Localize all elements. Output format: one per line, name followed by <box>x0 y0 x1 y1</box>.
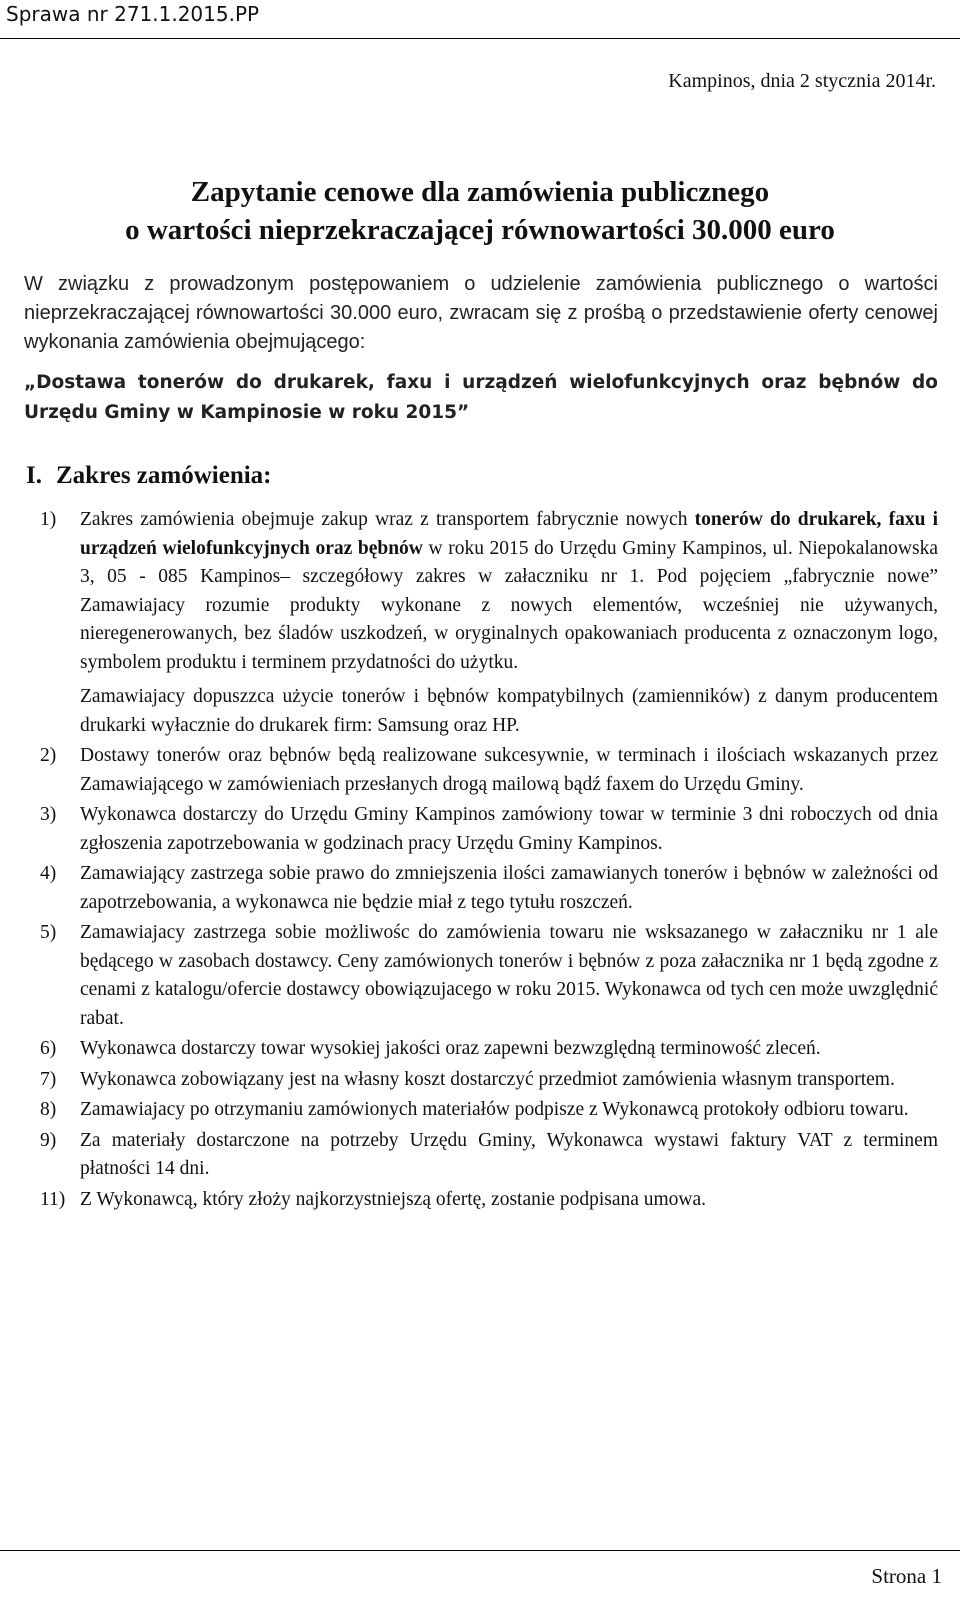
item-extra-paragraph: Zamawiajacy dopuszzca użycie tonerów i bębnów kompatybilnych (zamienników) z danym producentem drukarki wyłacznie do drukarek firm: Samsung oraz HP. <box>80 686 938 736</box>
item-number: 5) <box>40 922 57 943</box>
item-number: 3) <box>40 804 57 825</box>
item-text: Wykonawca dostarczy do Urzędu Gminy Kampinos zamówiony towar w terminie 3 dni roboczych od dnia zgłoszenia zapotrzebowania w godzinach pracy Urzędu Gminy Kampinos. <box>80 804 938 854</box>
list-item <box>40 742 938 799</box>
item-text-bold: tonerów do drukarek, faxu i urządzeń wielofunkcyjnych oraz bębnów <box>80 509 939 559</box>
item-text: Wykonawca zobowiązany jest na własny koszt dostarczyć przedmiot zamówienia własnym transportem. <box>80 1068 895 1090</box>
document-title-line-2: o wartości nieprzekraczającej równowartości 30.000 euro <box>125 214 835 246</box>
section-title: Zakres zamówienia: <box>56 462 272 489</box>
list-item <box>40 860 938 917</box>
footer-rule <box>0 1550 960 1551</box>
item-number: 2) <box>40 745 57 766</box>
list-item <box>40 1127 938 1184</box>
item-text <box>80 506 938 677</box>
document-title-line-1: Zapytanie cenowe dla zamówienia publicznego <box>190 176 770 208</box>
item-text-part: Zakres zamówienia obejmuje zakup wraz z transportem fabrycznie nowych <box>80 509 695 530</box>
item-text: Zamawiający zastrzega sobie prawo do zmniejszenia ilości zamawianych tonerów i bębnów w zależności od zapotrzebowania, a wykonawca nie będzie miał z tego tytułu roszczeń. <box>80 863 938 913</box>
intro-paragraph: W związku z prowadzonym postępowaniem o udzielenie zamówienia publicznego o wartości nieprzekraczającej równowartości 30.000 euro, zwracam się z prośbą o przedstawienie oferty cenowej wykonania zamówienia obejmującego: <box>24 273 938 353</box>
section-number: I. <box>26 462 42 489</box>
list-item <box>40 919 938 1033</box>
item-text: Za materiały dostarczone na potrzeby Urzędu Gminy, Wykonawca wystawi faktury VAT z terminem płatności 14 dni. <box>80 1129 938 1179</box>
list-item <box>40 1035 938 1064</box>
order-subject: „Dostawa tonerów do drukarek, faxu i urządzeń wielofunkcyjnych oraz bębnów do Urzędu Gminy w Kampinosie w roku 2015” <box>24 372 938 423</box>
page-header <box>0 0 960 39</box>
item-number: 8) <box>40 1099 57 1120</box>
page-number: Strona 1 <box>871 1564 942 1588</box>
item-number: 4) <box>40 863 57 884</box>
item-text: Zamawiajacy po otrzymaniu zamówionych materiałów podpisze z Wykonawcą protokoły odbioru towaru. <box>80 1099 909 1120</box>
list-item <box>40 1186 938 1215</box>
item-number: 11) <box>40 1188 66 1210</box>
scope-list <box>40 506 938 1216</box>
list-item <box>40 1096 938 1125</box>
item-number: 6) <box>40 1038 57 1059</box>
item-text: Dostawy tonerów oraz bębnów będą realizowane sukcesywnie, w terminach i ilościach wskazanych przez Zamawiającego w zamówieniach przesłanych drogą mailową bądź faxem do Urzędu Gminy. <box>80 745 938 795</box>
item-number: 9) <box>40 1129 57 1151</box>
item-text: Z Wykonawcą, który złoży najkorzystniejszą ofertę, zostanie podpisana umowa. <box>80 1188 707 1210</box>
date-line: Kampinos, dnia 2 stycznia 2014r. <box>668 70 936 92</box>
section-heading <box>26 462 272 490</box>
item-text-part: w roku 2015 do Urzędu Gminy Kampinos, ul. Niepokalanowska 3, 05 - 085 Kampinos– szczegółowy zakres w załaczniku nr 1. Pod pojęciem „fabrycznie nowe” Zamawiajacy rozumie produkty wykonane z nowych elementów, wcześniej nie używanych, nieregenerowanych, bez śladów uszkodzeń, w oryginalnych opakowaniach producenta z oznaczonym logo, symbolem produktu i terminem przydatności do użytku. <box>80 537 938 673</box>
case-reference: Sprawa nr 271.1.2015.PP <box>6 2 260 26</box>
item-text: Wykonawca dostarczy towar wysokiej jakości oraz zapewni bezwzględną terminowość zleceń. <box>80 1038 821 1059</box>
item-text: Zamawiajacy zastrzega sobie możliwośc do zamówienia towaru nie wsksazanego w załaczniku nr 1 ale będącego w zasobach dostawcy. Ceny zamówionych tonerów i bębnów z poza załacznika nr 1 będą zgodne z cenami z katalogu/ofercie dostawcy obowiązujacego w roku 2015. Wykonawca od tych cen może uwzględnić rabat. <box>80 922 938 1029</box>
list-item <box>40 801 938 858</box>
list-item <box>40 506 938 740</box>
list-item <box>40 1066 938 1095</box>
item-number: 1) <box>40 509 57 530</box>
item-number: 7) <box>40 1068 57 1090</box>
